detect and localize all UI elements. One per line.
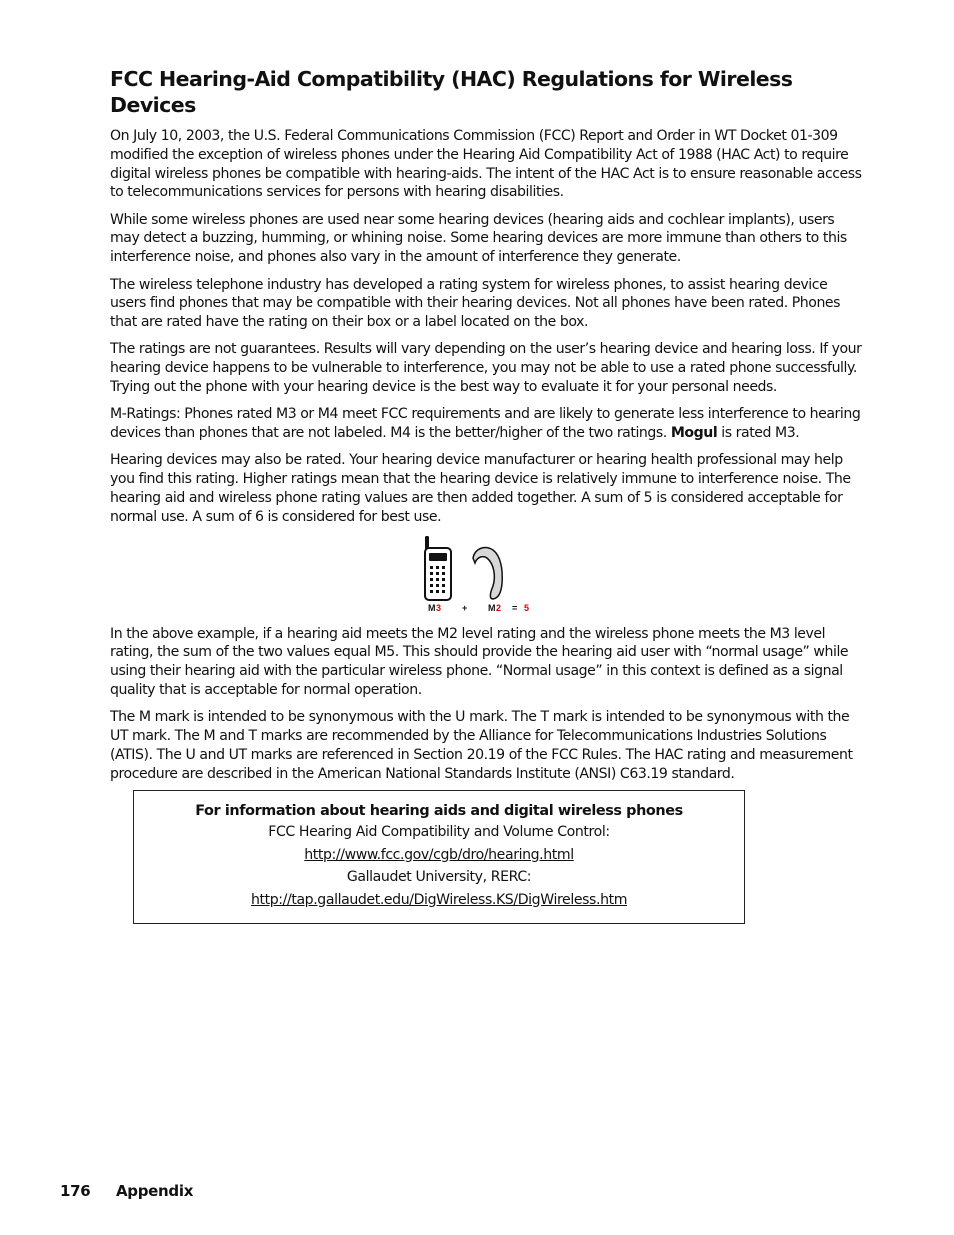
gallaudet-link[interactable]: http://tap.gallaudet.edu/DigWireless.KS/DigWireless.htm [250, 891, 628, 908]
product-name: Mogul [670, 425, 718, 442]
plus-sign: + [462, 602, 468, 613]
paragraph-example: In the above example, if a hearing aid meets the M2 level rating and the wireless phone meets the M3 level rating, the sum of the two values equal M5. This should provide the hearing aid user with “normal usage” while using their hearing aid with the particular wireless phone. “Normal usage” in this context is defined as a signal quality that is acceptable for normal operation. [110, 625, 849, 699]
m-ratings-text: M-Ratings: Phones rated M3 or M4 meet FCC requirements and are likely to generate less interference to hearing devices than phones that are not labeled. M4 is the better/higher of the two ratings. [110, 406, 861, 442]
info-box-gallaudet-label: Gallaudet University, RERC: [346, 869, 532, 885]
aid-rating-m: M [488, 602, 496, 613]
paragraph-guarantees: The ratings are not guarantees. Results will vary depending on the user’s hearing device and hearing loss. If your hearing device happens to be vulnerable to interference, you may not be able to use a rated phone successfully. Trying out the phone with your hearing device is the best way to evaluate it for your personal needs. [110, 341, 862, 396]
info-box [133, 790, 745, 924]
page-content [110, 66, 864, 792]
phone-icon [425, 536, 451, 600]
page-number: 176 [60, 1182, 91, 1200]
info-box-fcc-label: FCC Hearing Aid Compatibility and Volume Control: [268, 824, 610, 840]
paragraph-hearing-devices: Hearing devices may also be rated. Your hearing device manufacturer or hearing health professional may help you find this rating. Higher ratings mean that the hearing device is relatively immune to interference noise. The hearing aid and wireless phone rating values are then added together. A sum of 5 is considered acceptable for normal use. A sum of 6 is considered for best use. [110, 452, 851, 525]
aid-rating-number: 2 [496, 602, 502, 613]
equals-sign: = [512, 602, 518, 613]
page-footer [60, 1182, 193, 1200]
section-name: Appendix [116, 1182, 194, 1200]
paragraph-interference: While some wireless phones are used near some hearing devices (hearing aids and cochlear implants), users may detect a buzzing, humming, or whining noise. Some hearing devices are more immune than others to this interference noise, and phones also vary in the amount of interference they generate. [110, 211, 847, 266]
paragraph-hac-act: On July 10, 2003, the U.S. Federal Communications Commission (FCC) Report and Order in WT Docket 01-309 modified the exception of wireless phones under the Hearing Aid Compatibility Act of 1988 (HAC Act) to require digital wireless phones be compatible with hearing-aids. The intent of the HAC Act is to ensure reasonable access to telecommunications services for persons with hearing disabilities. [110, 128, 862, 201]
rating-illustration [423, 536, 553, 616]
info-box-title: For information about hearing aids and digital wireless phones [195, 803, 683, 819]
phone-rating-number: 3 [436, 602, 442, 613]
paragraph-marks: The M mark is intended to be synonymous with the U mark. The T mark is intended to be synonymous with the UT mark. The M and T marks are recommended by the Alliance for Telecommunications Industries Solutions (ATIS). The U and UT marks are referenced in Section 20.19 of the FCC Rules. The HAC rating and measurement procedure are described in the American National Standards Institute (ANSI) C63.19 standard. [110, 709, 853, 782]
page-title: FCC Hearing-Aid Compatibility (HAC) Regulations for Wireless Devices [110, 67, 793, 117]
m-ratings-rated: is rated M3. [717, 425, 800, 442]
fcc-link[interactable]: http://www.fcc.gov/cgb/dro/hearing.html [304, 846, 574, 863]
paragraph-rating-system: The wireless telephone industry has developed a rating system for wireless phones, to assist hearing device users find phones that may be compatible with their hearing devices. Not all phones have been rated. Phones that are rated have the rating on their box or a label located on the box. [110, 276, 841, 331]
phone-rating-m: M [428, 602, 436, 613]
rating-figure [110, 536, 864, 616]
paragraph-m-ratings [110, 405, 864, 443]
sum-rating-number: 5 [524, 602, 530, 613]
hearing-aid-icon [473, 547, 502, 598]
